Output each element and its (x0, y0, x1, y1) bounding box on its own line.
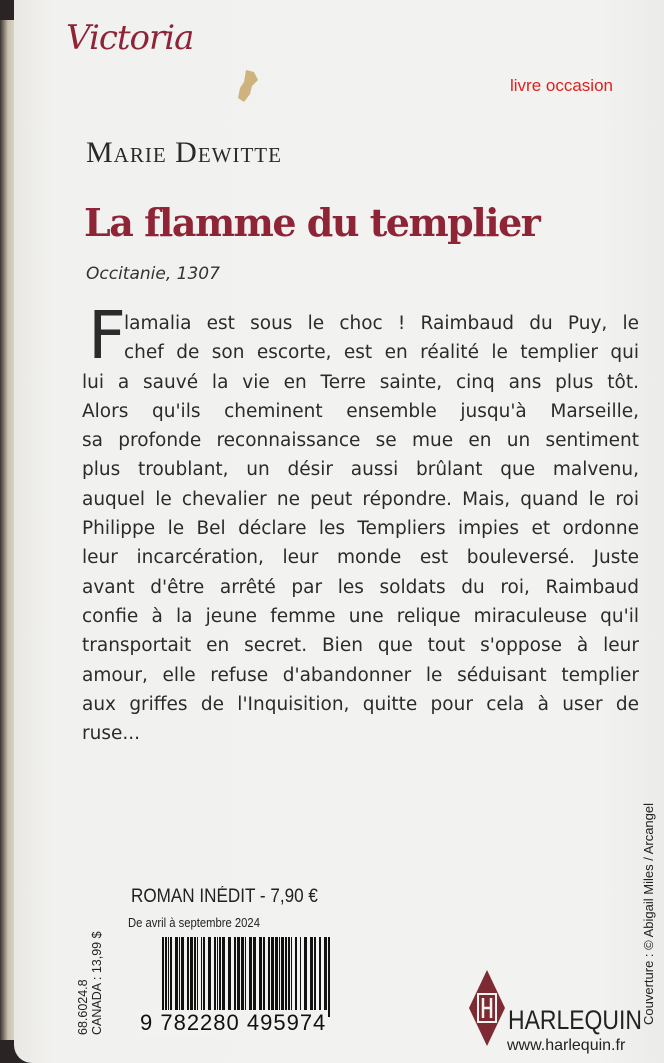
barcode-bar (241, 937, 244, 1017)
barcode-bar (281, 937, 284, 1017)
barcode-bar (291, 937, 292, 1017)
author-name: Marie Dewitte (86, 136, 282, 169)
blurb-line: confie à la jeune femme une relique miraculeuse qu'il (82, 605, 639, 627)
stain-mark (236, 68, 260, 110)
setting-subtitle: Occitanie, 1307 (86, 264, 220, 284)
blurb-line: lui a sauvé la vie en Terre sainte, cinq ans plus tôt. (82, 371, 639, 393)
blurb (82, 297, 639, 748)
barcode-bar (228, 937, 231, 1017)
used-book-stamp: livre occasion (510, 76, 613, 95)
barcode-bar (201, 937, 202, 1017)
barcode-bar (217, 937, 218, 1017)
barcode-bar (175, 937, 178, 1017)
harlequin-diamond-logo (469, 970, 505, 1046)
barcode-bar (304, 937, 307, 1017)
publisher-name: HARLEQUIN (508, 1005, 642, 1035)
price-label: ROMAN INÉDIT - 7,90 € (131, 886, 318, 907)
barcode-bar (168, 937, 169, 1017)
barcode-bar (214, 937, 216, 1017)
barcode-bar (219, 937, 221, 1017)
barcode-bar (197, 937, 198, 1017)
back-cover (14, 0, 664, 1063)
barcode-bar (249, 937, 252, 1017)
barcode-bar (314, 937, 316, 1017)
cover-credit: Couverture : © Abigail Miles / Arcangel (641, 802, 656, 1025)
barcode-bar (259, 937, 262, 1017)
book-title: La flamme du templier (84, 200, 540, 245)
series-logo: Victoria (66, 18, 194, 58)
barcode-bar (165, 937, 167, 1017)
blurb-line: plus troublant, un désir aussi brûlant que malvenu, (82, 459, 639, 481)
blurb-line: Alors qu'ils cheminent ensemble jusqu'à Marseille, (82, 400, 639, 422)
product-code (76, 931, 104, 1035)
barcode-bar (295, 937, 297, 1017)
publisher-website[interactable]: www.harlequin.fr (507, 1037, 626, 1054)
barcode-bar (328, 937, 330, 1017)
canada-price: CANADA : 13,99 $ (90, 931, 104, 1035)
barcode-bar (190, 937, 193, 1017)
barcode-bar (263, 937, 265, 1017)
barcode-bar (237, 937, 240, 1017)
barcode-bar (253, 937, 256, 1017)
drop-cap: F (88, 297, 126, 374)
blurb-line: transportait en secret. Bien que tout s'oppose à leur (82, 635, 639, 657)
isbn-number: 9 782280 495974 (140, 1010, 327, 1035)
barcode-bar (319, 937, 321, 1017)
barcode-bar (285, 937, 287, 1017)
barcode-bar (245, 937, 246, 1017)
barcode-bar (279, 937, 280, 1017)
barcode-bar (181, 937, 184, 1017)
barcode-bar (162, 937, 164, 1017)
barcode-bar (203, 937, 205, 1017)
barcode-bar (288, 937, 290, 1017)
blurb-line: aux griffes de l'Inquisition, quitte pour cela à user de (82, 693, 639, 715)
barcode-bar (170, 937, 172, 1017)
blurb-line: avant d'être arrêté par les soldats du roi, Raimbaud (82, 576, 639, 598)
barcode-bar (324, 937, 327, 1017)
blurb-line: Philippe le Bel déclare les Templiers impies et ordonne (82, 518, 639, 540)
sale-period: De avril à septembre 2024 (128, 916, 260, 930)
blurb-line: leur incarcération, leur monde est bouleversé. Juste (82, 547, 639, 569)
code-number: 68.6024.8 (76, 979, 90, 1035)
blurb-line: ruse... (82, 723, 140, 745)
barcode-bar (187, 937, 189, 1017)
barcode-bar (179, 937, 180, 1017)
blurb-line: sa profonde reconnaissance se mue en un sentiment (82, 430, 639, 452)
barcode-bar (194, 937, 196, 1017)
blurb-line: auquel le chevalier ne peut répondre. Mais, quand le roi (82, 488, 639, 510)
barcode-bar (222, 937, 225, 1017)
barcode-bar (300, 937, 301, 1017)
barcode-bar (310, 937, 313, 1017)
barcode-bar (234, 937, 236, 1017)
blurb-line: lamalia est sous le choc ! Raimbaud du Puy, le (124, 313, 639, 334)
barcode-bar (275, 937, 278, 1017)
blurb-line: chef de son escorte, est en réalité le templier qui (124, 342, 639, 364)
barcode-bar (208, 937, 211, 1017)
blurb-line: amour, elle refuse d'abandonner le séduisant templier (82, 664, 639, 686)
barcode-bar (271, 937, 274, 1017)
barcode-bar (268, 937, 270, 1017)
